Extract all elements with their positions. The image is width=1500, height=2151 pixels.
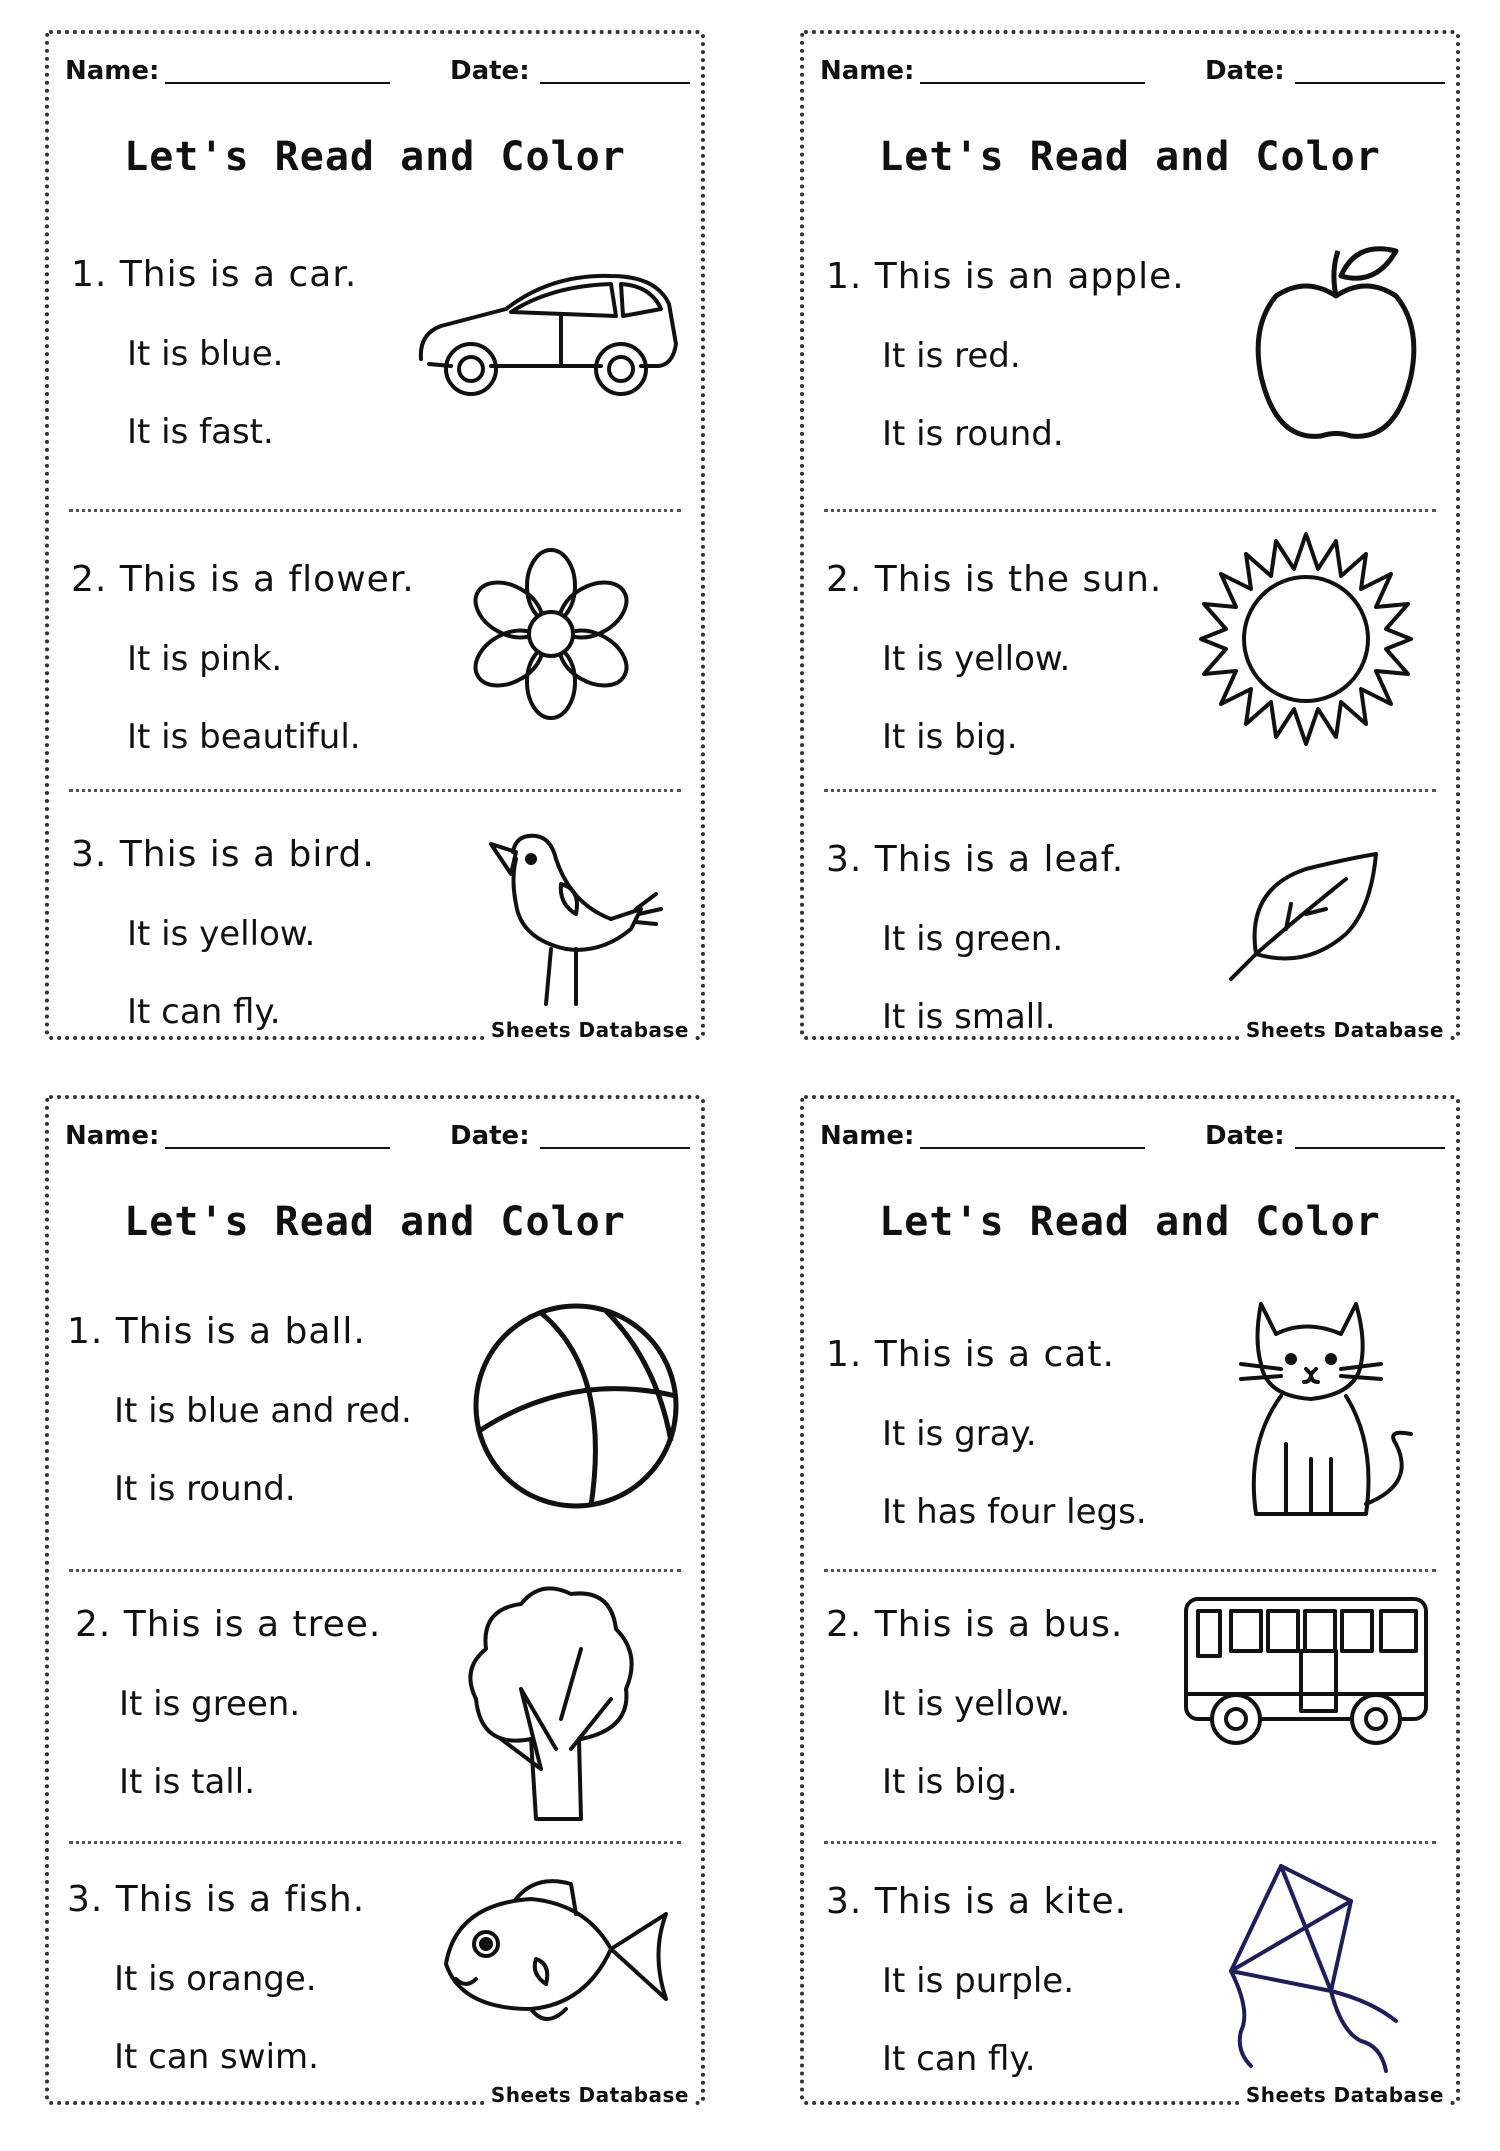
apple-icon[interactable] xyxy=(1246,226,1426,456)
name-label: Name: xyxy=(820,56,915,86)
item-line-1: It is gray. xyxy=(882,1414,1037,1454)
name-field[interactable] xyxy=(920,82,1145,84)
item-line-1: It is pink. xyxy=(127,639,283,679)
date-field[interactable] xyxy=(540,1147,690,1149)
list-item xyxy=(49,1879,701,2149)
item-line-1: It is green. xyxy=(882,919,1064,959)
item-question: 3. This is a fish. xyxy=(67,1879,366,1920)
item-question: 1. This is an apple. xyxy=(826,256,1185,297)
list-item xyxy=(49,1311,701,1581)
car-icon[interactable] xyxy=(411,264,681,414)
tree-icon[interactable] xyxy=(461,1579,641,1829)
list-item xyxy=(49,1604,701,1874)
item-line-2: It is beautiful. xyxy=(127,717,361,757)
fish-icon[interactable] xyxy=(436,1869,676,2039)
section-divider xyxy=(824,509,1436,512)
item-question: 1. This is a car. xyxy=(71,254,358,295)
item-question: 1. This is a ball. xyxy=(67,1311,366,1352)
list-item xyxy=(49,254,701,524)
cat-icon[interactable] xyxy=(1226,1284,1426,1524)
name-label: Name: xyxy=(65,1121,160,1151)
date-label: Date: xyxy=(450,56,530,86)
item-line-1: It is blue and red. xyxy=(114,1391,412,1431)
date-field[interactable] xyxy=(1295,1147,1445,1149)
sun-icon[interactable] xyxy=(1196,529,1416,749)
bus-icon[interactable] xyxy=(1176,1589,1436,1759)
name-label: Name: xyxy=(65,56,160,86)
section-divider xyxy=(69,1841,681,1844)
worksheet-title: Let's Read and Color xyxy=(879,134,1381,180)
flower-icon[interactable] xyxy=(461,544,641,724)
item-line-2: It is small. xyxy=(882,997,1056,1037)
item-line-2: It can fly. xyxy=(882,2039,1036,2079)
worksheet-title: Let's Read and Color xyxy=(124,1199,626,1245)
item-line-2: It is big. xyxy=(882,1762,1018,1802)
brand-label: Sheets Database xyxy=(487,2083,693,2107)
worksheet-card-4 xyxy=(800,1095,1460,2105)
section-divider xyxy=(824,1841,1436,1844)
bird-icon[interactable] xyxy=(471,814,671,1014)
leaf-icon[interactable] xyxy=(1226,849,1386,989)
brand-label: Sheets Database xyxy=(1242,2083,1448,2107)
name-field[interactable] xyxy=(165,82,390,84)
item-line-1: It is blue. xyxy=(127,334,284,374)
list-item xyxy=(804,1881,1456,2151)
item-question: 3. This is a kite. xyxy=(826,1881,1128,1922)
section-divider xyxy=(69,509,681,512)
item-line-2: It can swim. xyxy=(114,2037,319,2077)
item-line-1: It is green. xyxy=(119,1684,301,1724)
item-line-1: It is orange. xyxy=(114,1959,317,1999)
item-line-1: It is yellow. xyxy=(882,639,1071,679)
item-line-2: It is fast. xyxy=(127,412,274,452)
kite-icon[interactable] xyxy=(1221,1861,1421,2081)
item-line-1: It is red. xyxy=(882,336,1021,376)
list-item xyxy=(49,834,701,1104)
name-date-header xyxy=(820,1121,1440,1161)
worksheet-card-2 xyxy=(800,30,1460,1040)
item-question: 2. This is a bus. xyxy=(826,1604,1124,1645)
brand-label: Sheets Database xyxy=(1242,1018,1448,1042)
list-item xyxy=(804,1334,1456,1604)
name-field[interactable] xyxy=(165,1147,390,1149)
name-label: Name: xyxy=(820,1121,915,1151)
section-divider xyxy=(824,1569,1436,1572)
worksheet-card-1 xyxy=(45,30,705,1040)
item-line-2: It can fly. xyxy=(127,992,281,1032)
ball-icon[interactable] xyxy=(471,1301,681,1511)
date-label: Date: xyxy=(450,1121,530,1151)
item-question: 1. This is a cat. xyxy=(826,1334,1115,1375)
item-line-1: It is yellow. xyxy=(882,1684,1071,1724)
date-label: Date: xyxy=(1205,56,1285,86)
brand-label: Sheets Database xyxy=(487,1018,693,1042)
item-line-2: It is round. xyxy=(114,1469,296,1509)
section-divider xyxy=(824,789,1436,792)
date-field[interactable] xyxy=(1295,82,1445,84)
item-line-2: It is round. xyxy=(882,414,1064,454)
list-item xyxy=(804,1604,1456,1874)
item-line-1: It is yellow. xyxy=(127,914,316,954)
item-question: 3. This is a bird. xyxy=(71,834,375,875)
worksheet-card-3 xyxy=(45,1095,705,2105)
item-question: 3. This is a leaf. xyxy=(826,839,1125,880)
item-line-2: It is big. xyxy=(882,717,1018,757)
date-label: Date: xyxy=(1205,1121,1285,1151)
section-divider xyxy=(69,789,681,792)
name-date-header xyxy=(820,56,1440,96)
item-line-1: It is purple. xyxy=(882,1961,1074,2001)
name-date-header xyxy=(65,1121,685,1161)
item-question: 2. This is a tree. xyxy=(75,1604,382,1645)
name-field[interactable] xyxy=(920,1147,1145,1149)
item-line-2: It has four legs. xyxy=(882,1492,1147,1532)
worksheet-title: Let's Read and Color xyxy=(879,1199,1381,1245)
list-item xyxy=(804,839,1456,1109)
list-item xyxy=(804,256,1456,526)
item-question: 2. This is a flower. xyxy=(71,559,415,600)
item-line-2: It is tall. xyxy=(119,1762,255,1802)
worksheet-title: Let's Read and Color xyxy=(124,134,626,180)
section-divider xyxy=(69,1569,681,1572)
date-field[interactable] xyxy=(540,82,690,84)
item-question: 2. This is the sun. xyxy=(826,559,1163,600)
name-date-header xyxy=(65,56,685,96)
